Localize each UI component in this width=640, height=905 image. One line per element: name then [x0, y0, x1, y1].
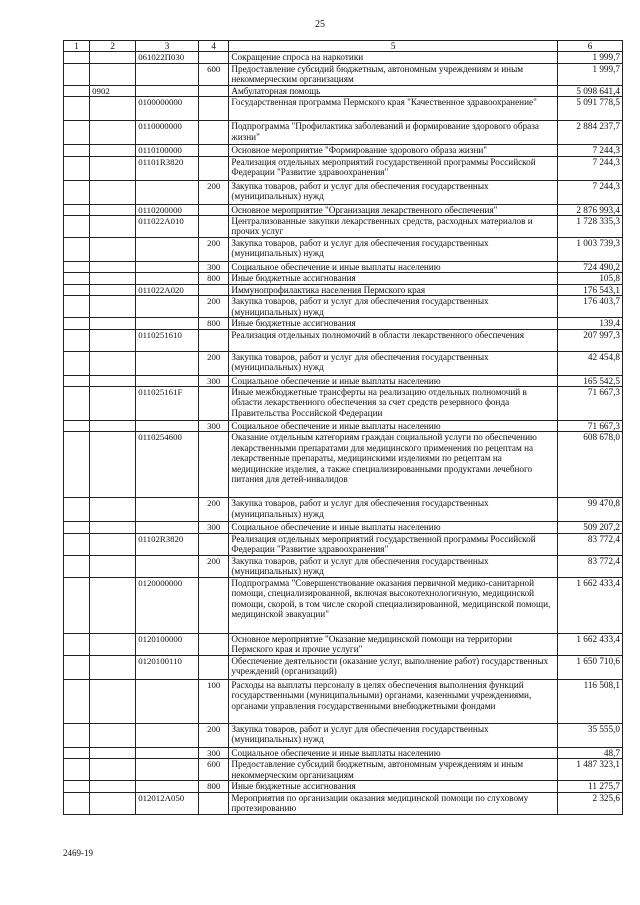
description-cell: Централизованные закупки лекарственных средств, расходных материалов и прочих услуг [229, 216, 558, 238]
expense-type-cell: 200 [199, 498, 229, 522]
target-article-cell [136, 498, 199, 522]
target-article-cell [136, 318, 199, 329]
table-row [64, 216, 623, 238]
target-article-cell [136, 781, 199, 792]
description-cell: Реализация отдельных полномочий в области лекарственного обеспечения [229, 329, 558, 351]
section-code-cell [90, 145, 136, 156]
section-code-cell [90, 792, 136, 814]
description-cell: Закупка товаров, работ и услуг для обеспечения государственных (муниципальных) нужд [229, 723, 558, 747]
section-code-cell [90, 522, 136, 533]
section-code-cell [90, 432, 136, 498]
description-cell: Сокращение спроса на наркотики [229, 52, 558, 63]
expense-type-cell: 200 [199, 351, 229, 375]
target-article-cell: 012012А050 [136, 792, 199, 814]
target-article-cell: 0100000000 [136, 97, 199, 121]
cell-col1 [64, 723, 90, 747]
section-code-cell [90, 781, 136, 792]
description-cell: Предоставление субсидий бюджетным, автономным учреждениям и иным некоммерческим организациям [229, 63, 558, 85]
expense-type-cell [199, 577, 229, 633]
table-row [64, 156, 623, 180]
section-code-cell [90, 318, 136, 329]
table-row [64, 759, 623, 781]
amount-cell: 83 772,4 [558, 555, 623, 577]
target-article-cell: 0110000000 [136, 121, 199, 145]
table-row [64, 655, 623, 679]
description-cell: Иные бюджетные ассигнования [229, 318, 558, 329]
description-cell: Основное мероприятие "Организация лекарственного обеспечения" [229, 204, 558, 215]
budget-table-body [64, 41, 623, 815]
section-code-cell [90, 375, 136, 386]
section-code-cell [90, 723, 136, 747]
cell-col1 [64, 329, 90, 351]
cell-col1 [64, 284, 90, 295]
table-row [64, 63, 623, 85]
section-code-cell [90, 216, 136, 238]
target-article-cell: 011022А010 [136, 216, 199, 238]
cell-col1 [64, 421, 90, 432]
description-cell: Реализация отдельных мероприятий государственной программы Российской Федерации "Развитие здравоохранения" [229, 156, 558, 180]
section-code-cell [90, 351, 136, 375]
expense-type-cell [199, 52, 229, 63]
column-header: 6 [558, 41, 623, 52]
section-code-cell: 0902 [90, 85, 136, 96]
section-code-cell [90, 329, 136, 351]
table-row [64, 262, 623, 273]
table-row [64, 318, 623, 329]
expense-type-cell [199, 432, 229, 498]
expense-type-cell [199, 156, 229, 180]
description-cell: Социальное обеспечение и иные выплаты населению [229, 421, 558, 432]
table-row [64, 296, 623, 318]
expense-type-cell: 300 [199, 262, 229, 273]
amount-cell: 1 999,7 [558, 63, 623, 85]
expense-type-cell [199, 329, 229, 351]
description-cell: Социальное обеспечение и иные выплаты населению [229, 262, 558, 273]
target-article-cell [136, 296, 199, 318]
cell-col1 [64, 63, 90, 85]
expense-type-cell: 300 [199, 522, 229, 533]
table-row [64, 351, 623, 375]
target-article-cell: 061022П030 [136, 52, 199, 63]
expense-type-cell [199, 216, 229, 238]
page-number: 25 [315, 19, 325, 30]
cell-col1 [64, 533, 90, 555]
section-code-cell [90, 633, 136, 655]
section-code-cell [90, 555, 136, 577]
target-article-cell [136, 679, 199, 723]
section-code-cell [90, 180, 136, 204]
description-cell: Закупка товаров, работ и услуг для обеспечения государственных (муниципальных) нужд [229, 296, 558, 318]
column-header: 4 [199, 41, 229, 52]
section-code-cell [90, 204, 136, 215]
cell-col1 [64, 792, 90, 814]
expense-type-cell: 200 [199, 555, 229, 577]
description-cell: Иные бюджетные ассигнования [229, 273, 558, 284]
cell-col1 [64, 351, 90, 375]
section-code-cell [90, 284, 136, 295]
target-article-cell: 0110100000 [136, 145, 199, 156]
column-header: 5 [229, 41, 558, 52]
amount-cell: 176 543,1 [558, 284, 623, 295]
expense-type-cell: 200 [199, 238, 229, 262]
section-code-cell [90, 655, 136, 679]
column-header: 3 [136, 41, 199, 52]
cell-col1 [64, 318, 90, 329]
amount-cell: 2 876 993,4 [558, 204, 623, 215]
amount-cell: 83 772,4 [558, 533, 623, 555]
footer-document-code: 2469-19 [63, 848, 93, 858]
target-article-cell [136, 759, 199, 781]
table-row [64, 52, 623, 63]
description-cell: Закупка товаров, работ и услуг для обеспечения государственных (муниципальных) нужд [229, 180, 558, 204]
cell-col1 [64, 633, 90, 655]
description-cell: Иные бюджетные ассигнования [229, 781, 558, 792]
budget-table [63, 40, 623, 815]
table-row [64, 723, 623, 747]
target-article-cell: 01101R3820 [136, 156, 199, 180]
expense-type-cell [199, 284, 229, 295]
description-cell: Государственная программа Пермского края "Качественное здравоохранение" [229, 97, 558, 121]
expense-type-cell: 100 [199, 679, 229, 723]
expense-type-cell: 600 [199, 63, 229, 85]
section-code-cell [90, 679, 136, 723]
target-article-cell [136, 262, 199, 273]
description-cell: Предоставление субсидий бюджетным, автономным учреждениям и иным некоммерческим организациям [229, 759, 558, 781]
amount-cell: 48,7 [558, 747, 623, 758]
target-article-cell [136, 421, 199, 432]
amount-cell: 5 098 641,4 [558, 85, 623, 96]
table-row [64, 204, 623, 215]
amount-cell: 71 667,3 [558, 421, 623, 432]
expense-type-cell: 800 [199, 781, 229, 792]
table-row [64, 577, 623, 633]
target-article-cell [136, 747, 199, 758]
cell-col1 [64, 262, 90, 273]
section-code-cell [90, 296, 136, 318]
target-article-cell: 0110200000 [136, 204, 199, 215]
amount-cell: 7 244,3 [558, 180, 623, 204]
expense-type-cell: 200 [199, 723, 229, 747]
table-row [64, 679, 623, 723]
section-code-cell [90, 421, 136, 432]
amount-cell: 7 244,3 [558, 156, 623, 180]
cell-col1 [64, 121, 90, 145]
section-code-cell [90, 97, 136, 121]
table-row [64, 555, 623, 577]
section-code-cell [90, 759, 136, 781]
expense-type-cell: 200 [199, 296, 229, 318]
amount-cell: 724 490,2 [558, 262, 623, 273]
target-article-cell [136, 351, 199, 375]
description-cell: Иммунопрофилактика населения Пермского края [229, 284, 558, 295]
table-row [64, 238, 623, 262]
table-row [64, 432, 623, 498]
section-code-cell [90, 63, 136, 85]
section-code-cell [90, 533, 136, 555]
description-cell: Оказание отдельным категориям граждан социальной услуги по обеспечению лекарственными препаратами для медицинского применения по рецептам на лекарственные препараты, медицинскими изделиями по рецептам на медицинские изделия, а также специализированными продуктами лечебного питания для детей-инвалидов [229, 432, 558, 498]
expense-type-cell [199, 792, 229, 814]
description-cell: Основное мероприятие "Оказание медицинской помощи на территории Пермского края и прочие услуги" [229, 633, 558, 655]
description-cell: Подпрограмма "Профилактика заболеваний и формирование здорового образа жизни" [229, 121, 558, 145]
target-article-cell [136, 273, 199, 284]
amount-cell: 1 728 335,3 [558, 216, 623, 238]
description-cell: Иные межбюджетные трансферты на реализацию отдельных полномочий в области лекарственного обеспечения за счет средств резервного фонда Правительства Российской Федерации [229, 387, 558, 421]
expense-type-cell [199, 655, 229, 679]
cell-col1 [64, 85, 90, 96]
description-cell: Основное мероприятие "Формирование здорового образа жизни" [229, 145, 558, 156]
table-row [64, 633, 623, 655]
target-article-cell: 0120100000 [136, 633, 199, 655]
amount-cell: 608 678,0 [558, 432, 623, 498]
cell-col1 [64, 97, 90, 121]
amount-cell: 2 884 237,7 [558, 121, 623, 145]
amount-cell: 11 275,7 [558, 781, 623, 792]
expense-type-cell: 800 [199, 318, 229, 329]
amount-cell: 509 207,2 [558, 522, 623, 533]
section-code-cell [90, 238, 136, 262]
cell-col1 [64, 577, 90, 633]
cell-col1 [64, 679, 90, 723]
cell-col1 [64, 145, 90, 156]
cell-col1 [64, 555, 90, 577]
section-code-cell [90, 747, 136, 758]
section-code-cell [90, 387, 136, 421]
section-code-cell [90, 156, 136, 180]
amount-cell: 165 542,5 [558, 375, 623, 386]
amount-cell: 2 325,6 [558, 792, 623, 814]
table-row [64, 145, 623, 156]
expense-type-cell: 300 [199, 747, 229, 758]
target-article-cell: 011022А020 [136, 284, 199, 295]
expense-type-cell [199, 97, 229, 121]
amount-cell: 139,4 [558, 318, 623, 329]
target-article-cell: 0110254600 [136, 432, 199, 498]
target-article-cell: 0110251610 [136, 329, 199, 351]
description-cell: Расходы на выплаты персоналу в целях обеспечения выполнения функций государственными (муниципальными) органами, казенными учреждениями, органами управления государственными внебюджетными фондами [229, 679, 558, 723]
description-cell: Закупка товаров, работ и услуг для обеспечения государственных (муниципальных) нужд [229, 555, 558, 577]
section-code-cell [90, 121, 136, 145]
amount-cell: 1 999,7 [558, 52, 623, 63]
table-row [64, 375, 623, 386]
table-row [64, 180, 623, 204]
amount-cell: 1 003 739,3 [558, 238, 623, 262]
amount-cell: 5 091 778,5 [558, 97, 623, 121]
target-article-cell [136, 238, 199, 262]
description-cell: Закупка товаров, работ и услуг для обеспечения государственных (муниципальных) нужд [229, 351, 558, 375]
cell-col1 [64, 759, 90, 781]
cell-col1 [64, 204, 90, 215]
table-row [64, 522, 623, 533]
section-code-cell [90, 262, 136, 273]
table-row [64, 97, 623, 121]
section-code-cell [90, 577, 136, 633]
table-row [64, 498, 623, 522]
cell-col1 [64, 432, 90, 498]
table-row [64, 421, 623, 432]
table-row [64, 792, 623, 814]
target-article-cell: 01102R3820 [136, 533, 199, 555]
target-article-cell [136, 522, 199, 533]
target-article-cell [136, 375, 199, 386]
amount-cell: 176 403,7 [558, 296, 623, 318]
amount-cell: 1 662 433,4 [558, 577, 623, 633]
target-article-cell: 011025161F [136, 387, 199, 421]
cell-col1 [64, 522, 90, 533]
table-row [64, 781, 623, 792]
section-code-cell [90, 273, 136, 284]
expense-type-cell [199, 145, 229, 156]
table-row [64, 533, 623, 555]
target-article-cell [136, 85, 199, 96]
table-row [64, 747, 623, 758]
table-row [64, 121, 623, 145]
expense-type-cell [199, 533, 229, 555]
cell-col1 [64, 238, 90, 262]
column-header: 2 [90, 41, 136, 52]
table-row [64, 329, 623, 351]
section-code-cell [90, 498, 136, 522]
table-row [64, 85, 623, 96]
description-cell: Подпрограмма "Совершенствование оказания первичной медико-санитарной помощи, специализированной, включая высокотехнологичную, медицинской помощи, скорой, в том числе скорой специализированной, медицинской помощи, медицинской эвакуации" [229, 577, 558, 633]
cell-col1 [64, 387, 90, 421]
description-cell: Социальное обеспечение и иные выплаты населению [229, 747, 558, 758]
amount-cell: 116 508,1 [558, 679, 623, 723]
expense-type-cell: 300 [199, 421, 229, 432]
cell-col1 [64, 216, 90, 238]
amount-cell: 105,8 [558, 273, 623, 284]
target-article-cell [136, 180, 199, 204]
cell-col1 [64, 781, 90, 792]
expense-type-cell: 600 [199, 759, 229, 781]
column-header: 1 [64, 41, 90, 52]
amount-cell: 1 662 433,4 [558, 633, 623, 655]
cell-col1 [64, 655, 90, 679]
target-article-cell: 0120100110 [136, 655, 199, 679]
expense-type-cell [199, 387, 229, 421]
target-article-cell [136, 63, 199, 85]
expense-type-cell [199, 121, 229, 145]
description-cell: Социальное обеспечение и иные выплаты населению [229, 375, 558, 386]
amount-cell: 1 650 710,6 [558, 655, 623, 679]
description-cell: Закупка товаров, работ и услуг для обеспечения государственных (муниципальных) нужд [229, 498, 558, 522]
cell-col1 [64, 180, 90, 204]
expense-type-cell [199, 85, 229, 96]
section-code-cell [90, 52, 136, 63]
description-cell: Амбулаторная помощь [229, 85, 558, 96]
target-article-cell [136, 723, 199, 747]
description-cell: Обеспечение деятельности (оказание услуг, выполнение работ) государственных учреждений (организаций) [229, 655, 558, 679]
column-header-row [64, 41, 623, 52]
expense-type-cell [199, 204, 229, 215]
description-cell: Мероприятия по организации оказания медицинской помощи по слуховому протезированию [229, 792, 558, 814]
target-article-cell [136, 555, 199, 577]
amount-cell: 42 454,8 [558, 351, 623, 375]
cell-col1 [64, 498, 90, 522]
description-cell: Реализация отдельных мероприятий государственной программы Российской Федерации "Развитие здравоохранения" [229, 533, 558, 555]
table-row [64, 273, 623, 284]
cell-col1 [64, 375, 90, 386]
description-cell: Социальное обеспечение и иные выплаты населению [229, 522, 558, 533]
cell-col1 [64, 747, 90, 758]
cell-col1 [64, 52, 90, 63]
expense-type-cell: 200 [199, 180, 229, 204]
description-cell: Закупка товаров, работ и услуг для обеспечения государственных (муниципальных) нужд [229, 238, 558, 262]
amount-cell: 71 667,3 [558, 387, 623, 421]
table-row [64, 387, 623, 421]
cell-col1 [64, 156, 90, 180]
amount-cell: 99 470,8 [558, 498, 623, 522]
expense-type-cell [199, 633, 229, 655]
amount-cell: 1 487 323,1 [558, 759, 623, 781]
target-article-cell: 0120000000 [136, 577, 199, 633]
amount-cell: 7 244,3 [558, 145, 623, 156]
amount-cell: 207 997,3 [558, 329, 623, 351]
amount-cell: 35 555,0 [558, 723, 623, 747]
table-row [64, 284, 623, 295]
expense-type-cell: 300 [199, 375, 229, 386]
cell-col1 [64, 296, 90, 318]
cell-col1 [64, 273, 90, 284]
expense-type-cell: 800 [199, 273, 229, 284]
